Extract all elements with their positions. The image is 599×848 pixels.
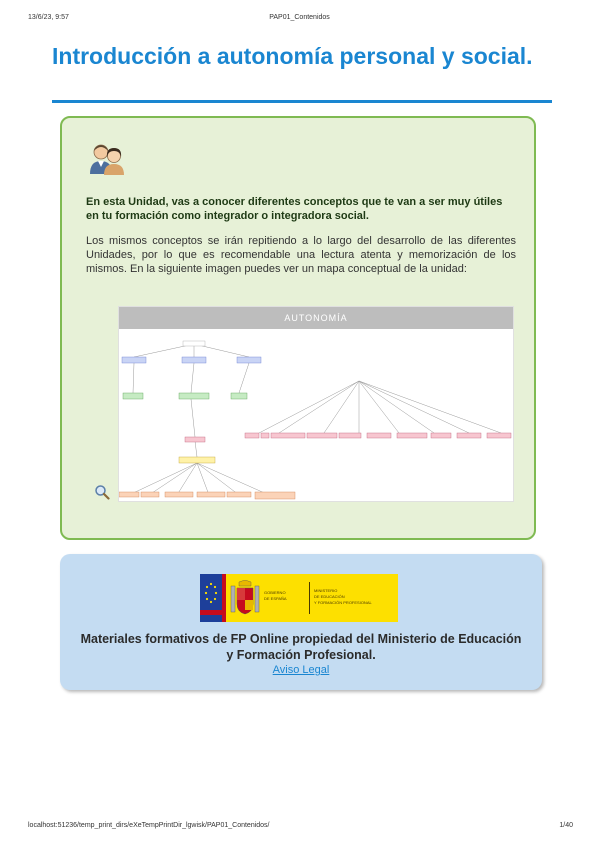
footer-box [60, 554, 542, 690]
intro-paragraph: Los mismos conceptos se irán repitiendo a lo largo del desarrollo de las diferentes Unidades, por lo que es recomendable una lectura atenta y memorización de los mismos. En la siguiente imagen puedes ver un mapa conceptual de la unidad: [86, 235, 516, 275]
gov-label-line1: GOBIERNO [264, 590, 286, 595]
government-logo [200, 574, 398, 622]
page-counter: 1/40 [559, 822, 573, 829]
ministry-label-line3: Y FORMACIÓN PROFESIONAL [314, 600, 372, 605]
print-date: 13/6/23, 9:57 [28, 14, 69, 21]
zoom-icon[interactable] [94, 484, 110, 500]
ministry-label-line2: DE EDUCACIÓN [314, 594, 345, 599]
concept-map-diagram [119, 329, 513, 501]
intro-highlight: En esta Unidad, vas a conocer diferentes conceptos que te van a ser muy útiles en tu formación como integrador o integradora social. [86, 196, 503, 222]
eu-flag-icon [200, 574, 222, 622]
legal-notice-link[interactable]: Aviso Legal [272, 664, 330, 676]
title-divider [52, 100, 552, 103]
page-title: Introducción a autonomía personal y social. [52, 43, 533, 69]
gov-label-line2: DE ESPAÑA [264, 596, 287, 601]
concept-map-header: AUTONOMÍA [119, 307, 513, 329]
intro-box [60, 116, 536, 540]
concept-map-image[interactable] [118, 306, 514, 502]
logo-divider [309, 582, 310, 614]
ministry-label-line1: MINISTERIO [314, 588, 338, 593]
spain-flag-stripe [222, 574, 226, 622]
footer-ownership-text: Materiales formativos de FP Online propiedad del Ministerio de Educación y Formación Profesional. [80, 632, 522, 662]
print-url: localhost:51236/temp_print_dirs/eXeTempPrintDir_lgwisk/PAP01_Contenidos/ [28, 822, 270, 829]
coat-of-arms-icon [230, 580, 260, 616]
print-title: PAP01_Contenidos [269, 14, 330, 21]
users-icon [89, 142, 127, 176]
print-header [0, 14, 599, 26]
